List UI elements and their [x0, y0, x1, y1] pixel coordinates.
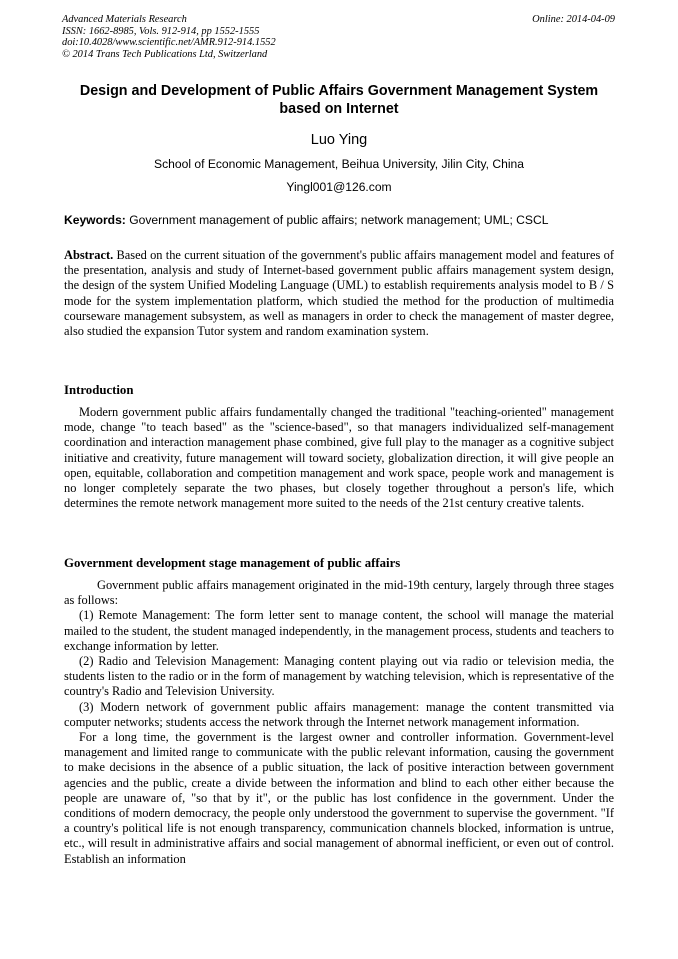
stage-1-paragraph: (1) Remote Management: The form letter sent to manage content, the school will manage the material mailed to the student, the student managed independently, in the management process, students and teachers to exchange information by letter. — [64, 608, 614, 653]
doi-line[interactable]: doi:10.4028/www.scientific.net/AMR.912-914.1552 — [62, 37, 276, 49]
section2-intro: Government public affairs management originated in the mid-19th century, largely through three stages as follows: — [64, 578, 614, 608]
keywords — [64, 213, 616, 227]
stage-3-paragraph: (3) Modern network of government public affairs management: manage the content transmitted via computer networks; students access the network through the Internet network management information. — [64, 699, 614, 729]
author-name: Luo Ying — [310, 132, 368, 148]
introduction-paragraph: Modern government public affairs fundamentally changed the traditional "teaching-oriented" management mode, change "to teach based" as the "science-based", so that managers individualized self-management coordination and interaction management phase combined, give full play to the manager as a cognitive subject initiative and creativity, future management will toward society, globalization direction, it will give people an open, equitable, collaboration and competition management and work space, people work and management is no longer completely separate the two phases, but closely together throughout a person's life, which determines the remote network management more suited to the needs of the 21st century creative talents. — [64, 405, 614, 511]
abstract-label: Abstract. — [64, 248, 114, 262]
keywords-text: Government management of public affairs; network management; UML; CSCL — [129, 213, 549, 227]
government-paragraph: For a long time, the government is the largest owner and controller information. Government-level management and limited range to communicate with the public relevant information, causing the government to make decisions in the absence of a public situation, the lack of positive interaction between government agencies and the public, create a divide between the information and blind to each other either because the people are unaware of, "so that by it", or the public has lost confidence in the government. Under the conditions of modern democracy, the people only understood the government to supervise the government. "If a country's political life is not enough transparency, communication channels blocked, information is untrue, etc., will result in administrative affairs and social management of abnormal inefficient, or even out of control. Establish an information — [64, 730, 614, 866]
journal-header — [62, 14, 276, 60]
author-email[interactable]: Yingl001@126.com — [286, 180, 392, 194]
keywords-label: Keywords: — [64, 213, 126, 227]
introduction-body — [64, 405, 614, 511]
section2-heading: Government development stage management of public affairs — [64, 556, 401, 570]
online-date: Online: 2014-04-09 — [532, 14, 615, 25]
issn-line: ISSN: 1662-8985, Vols. 912-914, pp 1552-1555 — [62, 25, 260, 37]
abstract-text: Based on the current situation of the government's public affairs management model and features of the presentation, analysis and study of Internet-based government public affairs management system design, the design of the system Unified Modeling Language (UML) to establish requirements analysis model to B / S mode for the system implementation platform, which studied the method for the production of multimedia courseware management subsystem, as well as managers in order to check the management of master degree, also studied the expansion Tutor system and random examination system. — [64, 248, 614, 339]
section2-body — [64, 578, 614, 867]
introduction-heading: Introduction — [64, 383, 134, 397]
abstract — [64, 248, 614, 339]
copyright-line: © 2014 Trans Tech Publications Ltd, Switzerland — [62, 48, 268, 60]
paper-title: Design and Development of Public Affairs Government Management System based on Internet — [79, 83, 599, 117]
stage-2-paragraph: (2) Radio and Television Management: Managing content playing out via radio or television media, the students listen to the radio or in the form of management by watching television, which is representative of the country's Radio and Television University. — [64, 654, 614, 699]
journal-name: Advanced Materials Research — [62, 14, 187, 25]
author-affiliation: School of Economic Management, Beihua University, Jilin City, China — [154, 157, 524, 171]
